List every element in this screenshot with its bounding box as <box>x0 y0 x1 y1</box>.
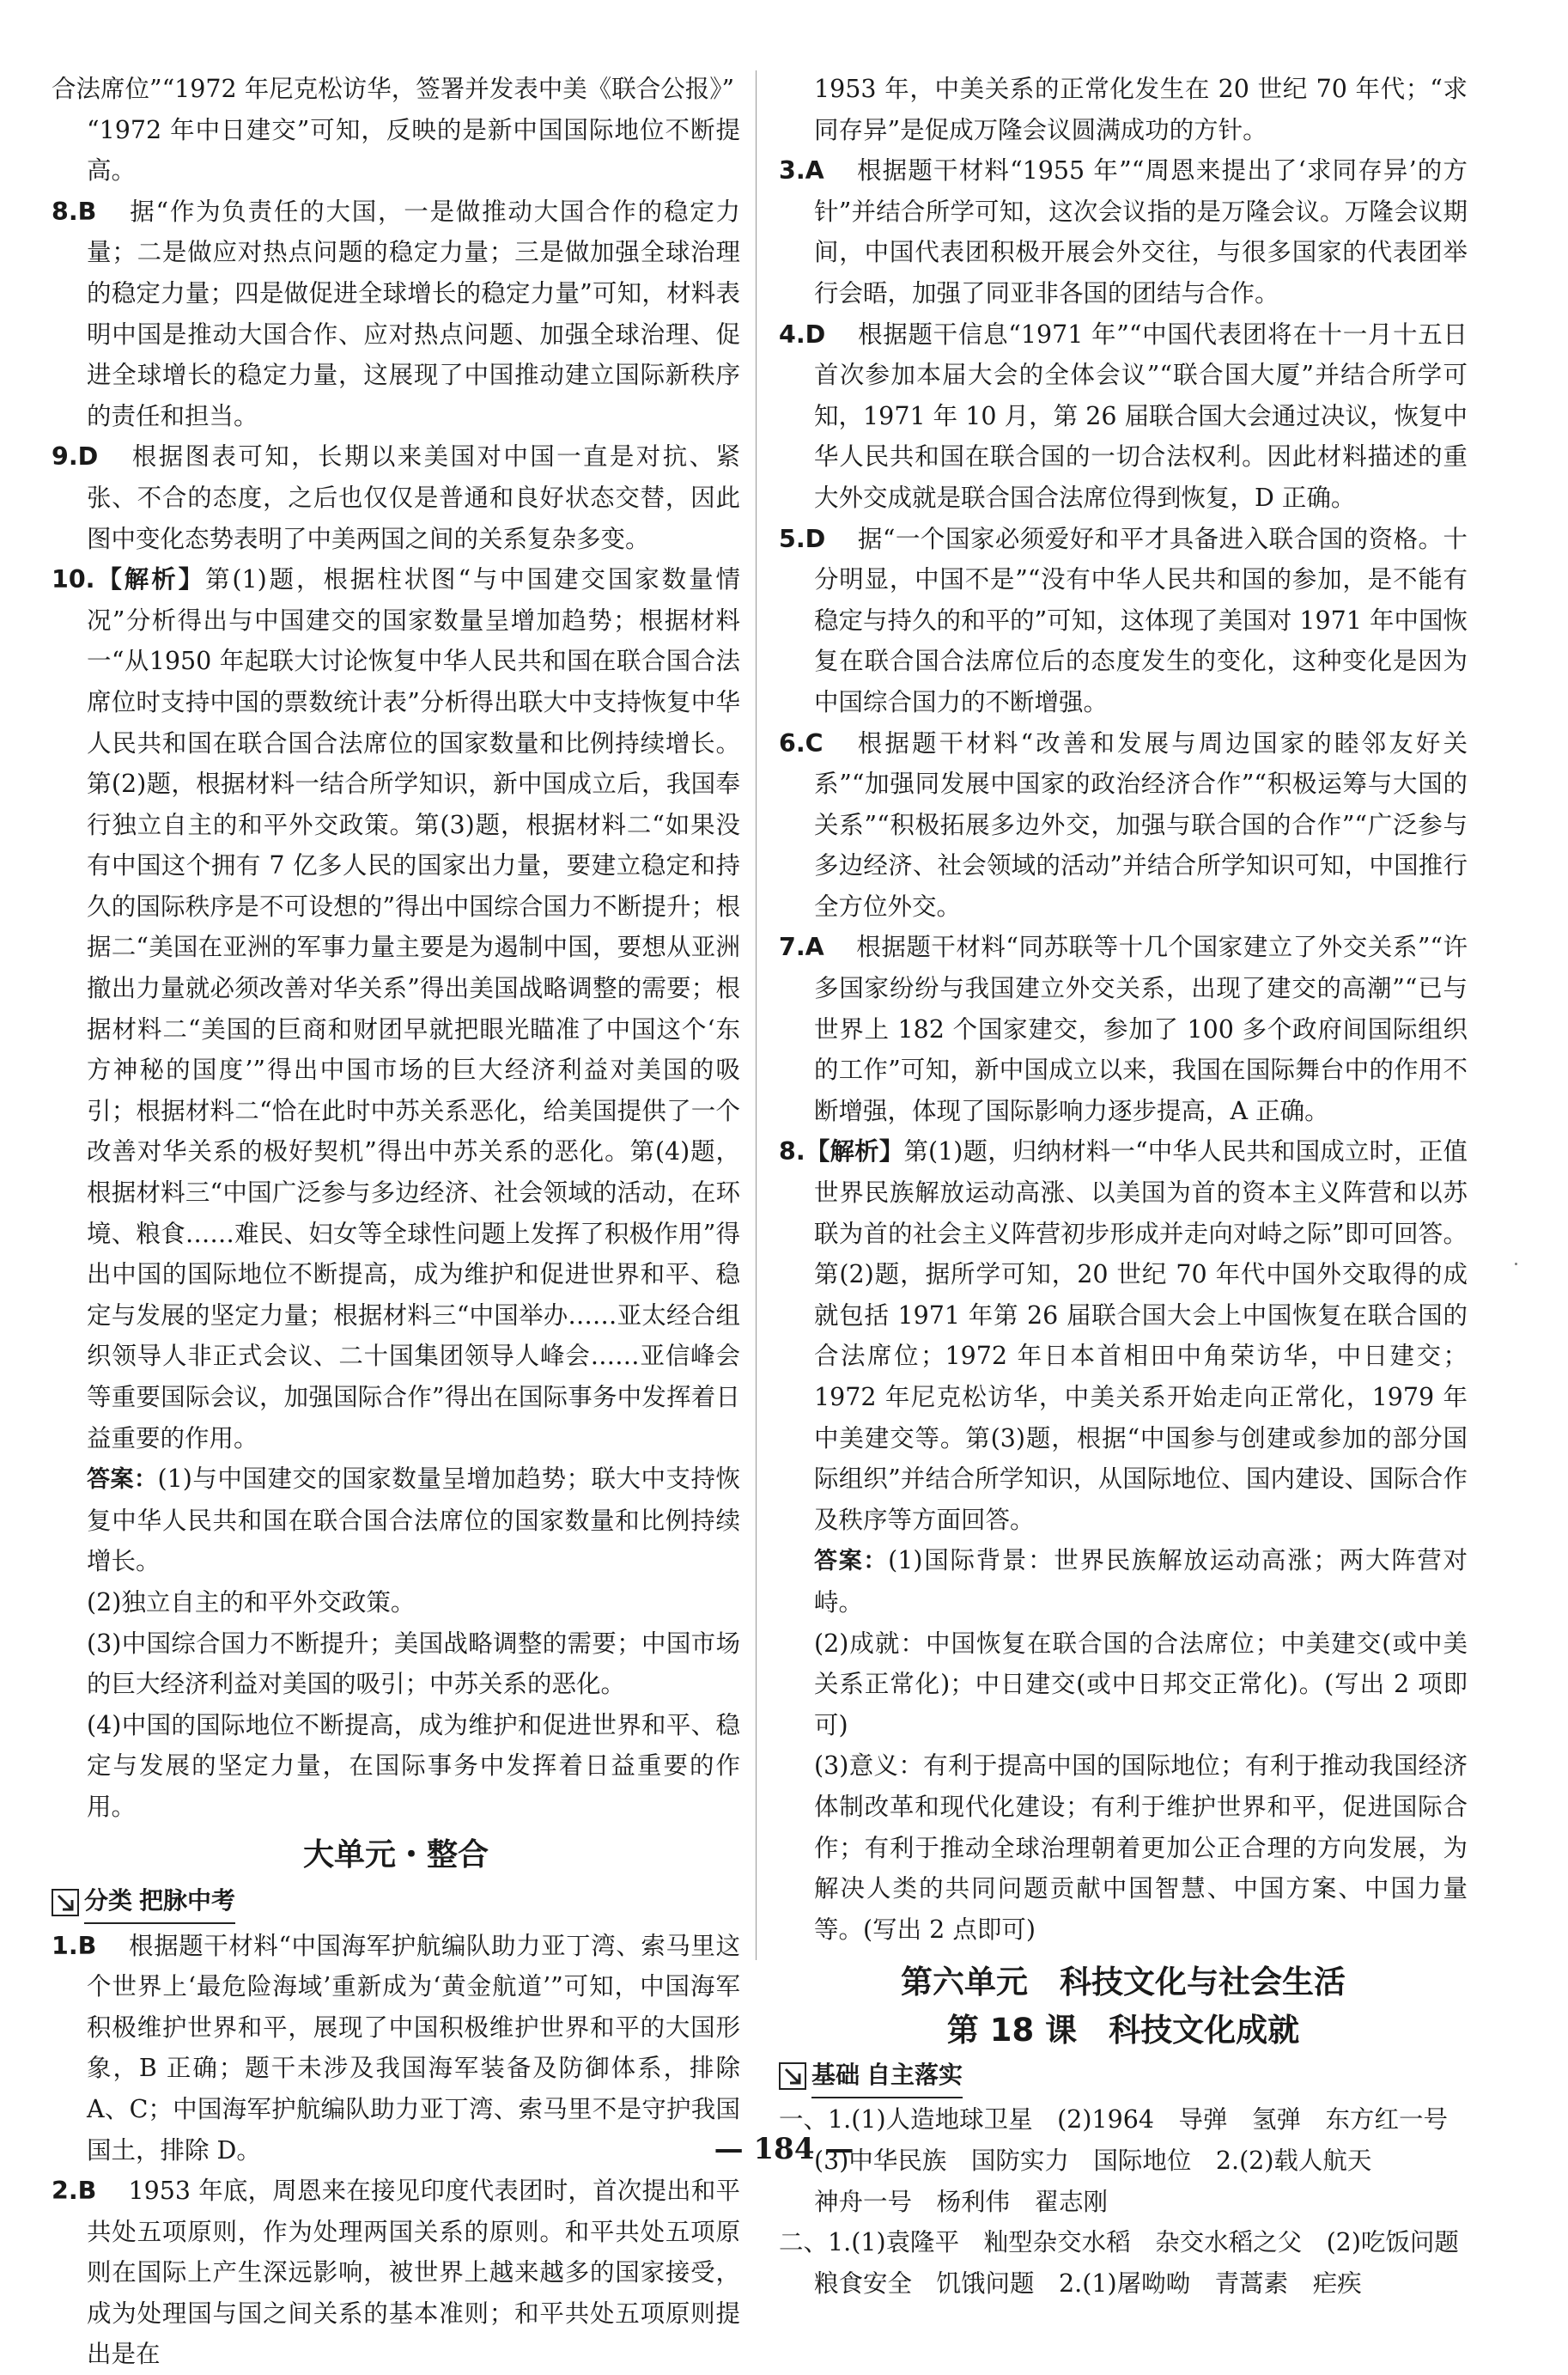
unit-item-2-continuation: 1953 年，中美关系的正常化发生在 20 世纪 70 年代；“求同存异”是促成万隆会议圆满成功的方针。 <box>814 75 1468 144</box>
item-letter: C <box>805 728 824 758</box>
page-number: — 184 — <box>714 2132 854 2166</box>
item-number: 8. <box>52 197 78 226</box>
answer-block-8-part-2: (2)成就：中国恢复在联合国的合法席位；中美建交(或中美关系正常化)；中日建交(或中日邦交正常化)。(写出 2 项即可) <box>814 1629 1468 1739</box>
item-explanation: 根据题干材料“同苏联等十几个国家建立了外交关系”“许多国家纷纷与我国建立外交关系，出现了建交的高潮”“已与世界上 182 个国家建交，参加了 100 多个政府间国际组织的工作”可知，新中国成立以来，我国在国际舞台中的作用不断增强，体现了国际影响力逐步提高，A 正确。 <box>814 933 1468 1125</box>
item-number: 6. <box>779 728 805 758</box>
fill-answer-1-line-2: (3)中华民族 国防实力 国际地位 2.(2)载人航天 <box>814 2146 1372 2175</box>
right-column <box>779 69 1468 2304</box>
answer-text: (1)国际背景：世界民族解放运动高涨；两大阵营对峙。 <box>814 1546 1468 1617</box>
left-column <box>52 69 740 2375</box>
arrow-icon <box>52 1889 79 1916</box>
item-letter: A <box>805 933 824 962</box>
item-explanation: 根据题干信息“1971 年”“中国代表团将在十一月十五日首次参加本届大会的全体会议”“联合国大厦”并结合所学可知，1971 年 10 月，第 26 届联合国大会通过决议，恢复中华人民共和国在联合国的一切合法权利。因此材料描述的重大外交成就是联合国合法席位得到恢复，D 正确。 <box>814 320 1468 512</box>
item-letter: B <box>77 197 97 226</box>
answer-item-8 <box>52 192 740 437</box>
item-letter: D <box>805 524 826 553</box>
item-number: 4. <box>779 320 805 349</box>
section-tag <box>779 2056 1468 2096</box>
answer-text: (1)与中国建交的国家数量呈增加趋势；联大中支持恢复中华人民共和国在联合国合法席位的国家数量和比例持续增长。 <box>87 1465 740 1576</box>
item-number: 10. <box>52 565 95 594</box>
section-tag-label <box>811 2055 963 2099</box>
item-number: 8. <box>779 1137 805 1166</box>
answer-block-10-part-1 <box>52 1458 740 1582</box>
tag-word-1: 分类 <box>84 1885 133 1915</box>
item-explanation: 据“作为负责任的大国，一是做推动大国合作的稳定力量；二是做应对热点问题的稳定力量；三是做加强全球治理的稳定力量；四是做促进全球增长的稳定力量”可知，材料表明中国是推动大国合作、应对热点问题、加强全球治理、促进全球增长的稳定力量，这展现了中国推动建立国际新秩序的责任和担当。 <box>87 197 740 430</box>
unit-answer-item-3 <box>779 150 1468 314</box>
item-number: 2. <box>52 2177 78 2206</box>
answer-block-8-part-3: (3)意义：有利于提高中国的国际地位；有利于推动我国经济体制改革和现代化建设；有利于维护世界和平，促进国际合作；有利于推动全球治理朝着更加公正合理的方向发展，为解决人类的共同问题贡献中国智慧、中国方案、中国力量等。(写出 2 点即可) <box>814 1751 1468 1944</box>
item-explanation: 根据题干材料“中国海军护航编队助力亚丁湾、索马里这个世界上‘最危险海域’重新成为‘黄金航道’”可知，中国海军积极维护世界和平，展现了中国积极维护世界和平的大国形象，B 正确；题干未涉及我国海军装备及防御体系，排除 A、C；中国海军护航编队助力亚丁湾、索马里不是守护我国国土，排除 D。 <box>87 1931 740 2165</box>
unit-answer-item-8 <box>779 1131 1468 1540</box>
unit-answer-item-5 <box>779 519 1468 723</box>
item-letter: B <box>77 2177 97 2206</box>
fill-answer-1-line-1: 一、1.(1)人造地球卫星 (2)1964 导弹 氢弹 东方红一号 <box>779 2105 1448 2134</box>
answer-block-8-part-1 <box>779 1540 1468 1623</box>
answer-label: 答案： <box>87 1466 158 1494</box>
item-letter: D <box>77 442 99 472</box>
q7-continuation-line-1: 合法席位”“1972 年尼克松访华，签署并发表中美《联合公报》” <box>52 75 735 103</box>
answer-block-10-part-2: (2)独立自主的和平外交政策。 <box>87 1587 416 1617</box>
tag-word-2: 把脉中考 <box>139 1885 236 1915</box>
answer-block-10-part-4: (4)中国的国际地位不断提高，成为维护和促进世界和平、稳定与发展的坚定力量，在国际事务中发挥着日益重要的作用。 <box>87 1710 740 1821</box>
item-number: 1. <box>52 1931 78 1960</box>
fill-answer-2-line-2: 粮食安全 饥饿问题 2.(1)屠呦呦 青蒿素 疟疾 <box>814 2268 1362 2298</box>
item-number: 7. <box>779 933 805 962</box>
item-number: 3. <box>779 156 805 186</box>
answer-item-10 <box>52 559 740 1458</box>
answer-label: 答案： <box>814 1548 889 1575</box>
scan-speck <box>1515 1263 1517 1265</box>
item-letter: D <box>805 320 826 349</box>
section-title: 大单元・整合 <box>302 1836 489 1873</box>
unit-answer-item-2 <box>52 2171 740 2375</box>
unit-answer-item-7 <box>779 927 1468 1131</box>
item-explanation: 根据题干材料“1955 年”“周恩来提出了‘求同存异’的方针”并结合所学可知，这次会议指的是万隆会议。万隆会议期间，中国代表团积极开展会外交往，与很多国家的代表团举行会晤，加强了同亚非各国的团结与合作。 <box>814 156 1468 308</box>
item-letter: A <box>805 156 824 186</box>
column-divider <box>756 70 757 1960</box>
analysis-label: 【解析】 <box>94 564 205 594</box>
item-explanation: 据“一个国家必须爱好和平才具备进入联合国的资格。十分明显，中国不是”“没有中华人民共和国的参加，是不能有稳定与持久的和平的”可知，这体现了美国对 1971 年中国恢复在联合国合法席位后的态度发生的变化，这种变化是因为中国综合国力的不断增强。 <box>814 524 1468 716</box>
answer-block-10-part-3: (3)中国综合国力不断提升；美国战略调整的需要；中国市场的巨大经济利益对美国的吸引；中苏关系的恶化。 <box>87 1629 740 1699</box>
item-explanation: 根据图表可知，长期以来美国对中国一直是对抗、紧张、不合的态度，之后也仅仅是普通和良好状态交替，因此图中变化态势表明了中美两国之间的关系复杂多变。 <box>87 442 740 553</box>
fill-answer-1-line-3: 神舟一号 杨利伟 翟志刚 <box>814 2187 1109 2216</box>
lesson-title: 第 18 课 科技文化成就 <box>946 2012 1300 2049</box>
item-number: 5. <box>779 524 805 553</box>
item-explanation: 根据题干材料“改善和发展与周边国家的睦邻友好关系”“加强同发展中国家的政治经济合作”“积极运筹与大国的关系”“积极拓展多边外交，加强与联合国的合作”“广泛参与多边经济、社会领域的活动”并结合所学知识可知，中国推行全方位外交。 <box>814 728 1468 921</box>
unit-answer-item-4 <box>779 314 1468 519</box>
item-number: 9. <box>52 442 78 472</box>
item-explanation: 1953 年底，周恩来在接见印度代表团时，首次提出和平共处五项原则，作为处理两国关系的原则。和平共处五项原则在国际上产生深远影响，被世界上越来越多的国家接受，成为处理国与国之间关系的基本准则；和平共处五项原则提出是在 <box>87 2177 740 2369</box>
arrow-icon <box>779 2062 806 2090</box>
tag-word-2: 自主落实 <box>866 2060 963 2089</box>
answer-item-9 <box>52 436 740 559</box>
section-tag-label <box>84 1880 235 1925</box>
item-explanation: 第(1)题，归纳材料一“中华人民共和国成立时，正值世界民族解放运动高涨、以美国为首的资本主义阵营和以苏联为首的社会主义阵营初步形成并走向对峙之际”即可回答。第(2)题，据所学可知，20 世纪 70 年代中国外交取得的成就包括 1971 年第 26 届联合国大会上中国恢复在联合国的合法席位；1972 年日本首相田中角荣访华，中日建交；1972 年尼克松访华，中美关系开始走向正常化，1979 年中美建交等。第(3)题，根据“中国参与创建或参加的部分国际组织”并结合所学知识，从国际地位、国内建设、国际合作及秩序等方面回答。 <box>814 1137 1468 1534</box>
q7-continuation-line-2: “1972 年中日建交”可知，反映的是新中国国际地位不断提高。 <box>87 115 740 186</box>
item-explanation: 第(1)题，根据柱状图“与中国建交国家数量情况”分析得出与中国建交的国家数量呈增加趋势；根据材料一“从1950 年起联大讨论恢复中华人民共和国在联合国合法席位时支持中国的票数统计表”分析得出联大中支持恢复中华人民共和国在联合国合法席位的国家数量和比例持续增长。第(2)题，根据材料一结合所学知识，新中国成立后，我国奉行独立自主的和平外交政策。第(3)题，根据材料二“如果没有中国这个拥有 7 亿多人民的国家出力量，要建立稳定和持久的国际秩序是不可设想的”得出中国综合国力不断提升；根据二“美国在亚洲的军事力量主要是为遏制中国，要想从亚洲撤出力量就必须改善对华关系”得出美国战略调整的需要；根据材料二“美国的巨商和财团早就把眼光瞄准了中国这个‘东方神秘的国度’”得出中国市场的巨大经济利益对美国的吸引；根据材料二“恰在此时中苏关系恶化，给美国提供了一个改善对华关系的极好契机”得出中苏关系的恶化。第(4)题，根据材料三“中国广泛参与多边经济、社会领域的活动，在环境、粮食……难民、妇女等全球性问题上发挥了积极作用”得出中国的国际地位不断提高，成为维护和促进世界和平、稳定与发展的坚定力量；根据材料三“中国举办……亚太经合组织领导人非正式会议、二十国集团领导人峰会……亚信峰会等重要国际会议，加强国际合作”得出在国际事务中发挥着日益重要的作用。 <box>87 565 740 1452</box>
tag-word-1: 基础 <box>811 2060 860 2089</box>
item-letter: B <box>77 1931 97 1960</box>
section-tag <box>52 1883 740 1922</box>
unit-title: 第六单元 科技文化与社会生活 <box>901 1964 1346 2001</box>
fill-answer-2-line-1: 二、1.(1)袁隆平 籼型杂交水稻 杂交水稻之父 (2)吃饭问题 <box>779 2228 1459 2257</box>
unit-answer-item-6 <box>779 723 1468 928</box>
analysis-label: 【解析】 <box>805 1136 904 1166</box>
